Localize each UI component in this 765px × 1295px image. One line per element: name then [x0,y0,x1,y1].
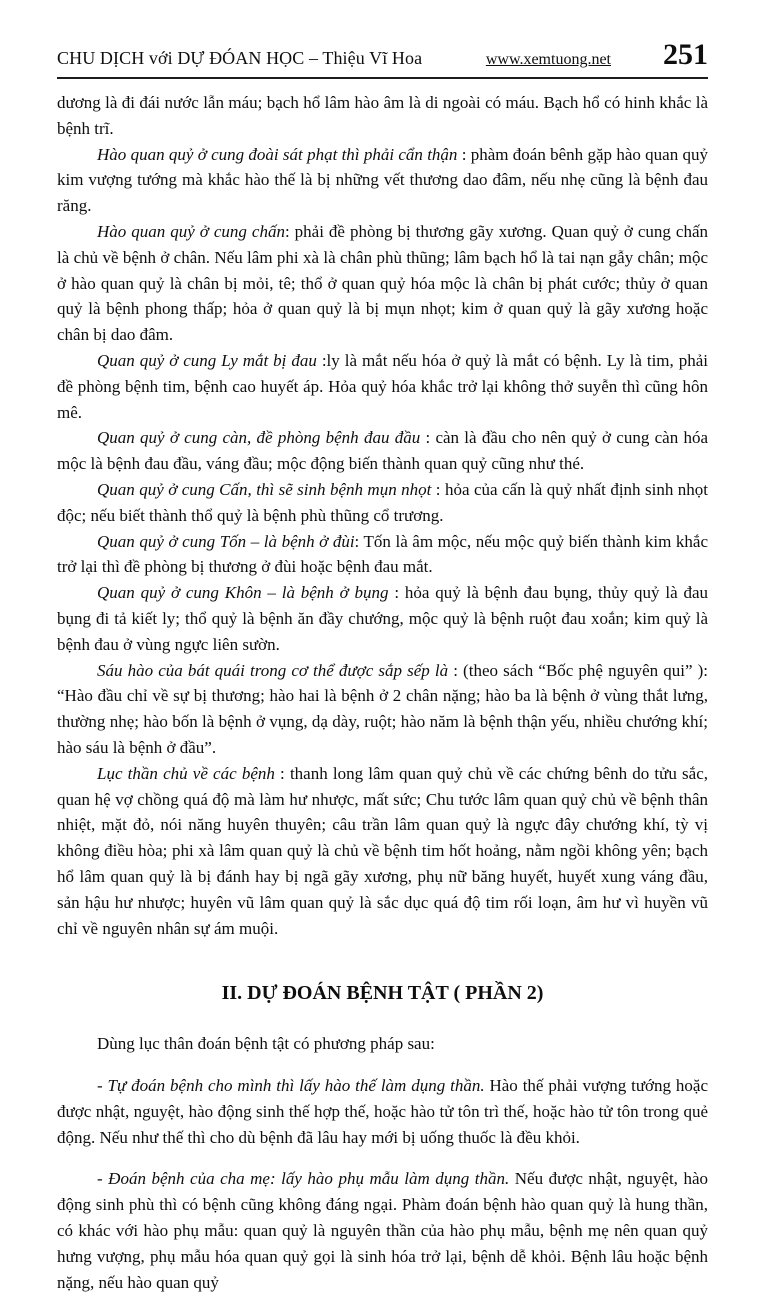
paragraph-text: dương là đi đái nước lẫn máu; bạch hổ lâm hào âm là di ngoài có máu. Bạch hổ có hinh khắc là bệnh trĩ. [57,93,708,138]
paragraph-lead: Quan quỷ ở cung Cấn, thì sẽ sinh bệnh mụn nhọt [97,479,432,499]
paragraph-text: Dùng lục thân đoán bệnh tật có phương pháp sau: [97,1034,435,1054]
paragraph [57,219,708,348]
paragraph-text: : càn là đầu cho nên quỷ ở cung càn hóa mộc là bệnh đau đầu, váng đầu; mộc động biến thành quan quỷ cũng như thé. [57,428,708,474]
website-link[interactable]: www.xemtuong.net [485,51,611,68]
page-header [57,40,708,70]
paragraph-lead: Quan quỷ ở cung Khôn – là bệnh ở bụng [97,583,389,603]
header-divider [57,77,708,79]
section-heading: II. DỰ ĐOÁN BỆNH TẬT ( PHẦN 2) [221,982,544,1005]
page-body [57,90,708,1295]
paragraph-lead: Quan quỷ ở cung càn, đề phòng bệnh đau đầu [97,428,421,448]
paragraph [57,529,708,581]
paragraph [57,477,708,529]
paragraph-lead: Quan quỷ ở cung Ly mắt bị đau [97,350,317,370]
paragraph [57,1166,708,1295]
paragraph-text: : Tốn là âm mộc, nếu mộc quỷ biến thành kim khắc trở lại thì đề phòng bị thương ở đùi hoặc bệnh đau mắt. [57,531,708,577]
paragraph-lead: Hào quan quỷ ở cung chấn [97,221,285,241]
paragraph-text: :ly là mắt nếu hóa ở quỷ là mắt có bệnh. Ly là tim, phải đề phòng bệnh tim, bệnh cao huyết áp. Hỏa quỷ hóa khắc trở lại không thở suyễn thì cũng hôn mê. [57,350,708,422]
paragraph-text: : (theo sách “Bốc phệ nguyên qui” ): “Hào đầu chỉ về sự bị thương; hào hai là bệnh ở 2 chân nặng; hào ba là bệnh ở vùng thắt lưng, thường nhẹ; hào bốn là bệnh ở vụng, dạ dày, ruột; hào năm là bệnh thận yếu, nhiều chướng khí; hào sáu là bệnh ở đầu”. [57,660,708,757]
paragraph [57,425,708,477]
paragraph-lead: Lục thần chủ về các bệnh [97,763,275,783]
paragraph-text: : hỏa quỷ là bệnh đau bụng, thủy quỷ là đau bụng đi tả kiết ly; thổ quỷ là bệnh ăn đầy chướng, mộc quỷ là bệnh ruột đau xoắn; kim quỷ là bệnh đau ở vùng ngực liên sườn. [57,583,708,654]
paragraph-lead: Sáu hào của bát quái trong cơ thể được sắp sếp là [97,660,449,680]
book-title: CHU DỊCH với DỰ ĐÓAN HỌC – Thiệu Vĩ Hoa [57,48,423,68]
paragraph-lead: - Tự đoán bệnh cho mình thì lấy hào thế làm dụng thần. [97,1076,485,1096]
paragraph [57,1031,708,1057]
paragraph-lead: Hào quan quỷ ở cung đoài sát phạt thì phải cẩn thận [97,144,458,164]
paragraph [57,348,708,425]
paragraph-text: Hào thế phải vượng tướng hoặc được nhật, nguyệt, hào động sinh thế hợp thế, hoặc hào tử tôn trì thế, hoặc hào tử tôn trong quẻ động. Nếu như thế thì cho dù bệnh đã lâu hay mới bị uống thuốc là đều khỏi. [57,1076,708,1147]
paragraph-text: : hỏa của cấn là quỷ nhất định sinh nhọt độc; nếu biết thành thổ quỷ là bệnh phù thũng cổ trương. [57,479,708,525]
paragraph-text: : thanh long lâm quan quỷ chủ về các chứng bênh do tửu sắc, quan hệ vợ chồng quá độ mà làm hư nhược, mất sức; Chu tước lâm quan quỷ chủ về bệnh thân nhiệt, mặt đỏ, nói năng huyên thuyên; câu trần lâm quan quỷ là ngực đây chướng khí, tỳ vị không điều hòa; phi xà lâm quan quỷ là chủ về bệnh tim hốt hoảng, nằm ngồi không yên; bạch hổ lâm quan quỷ là bị đánh hay bị ngã gãy xương, phụ nữ băng huyết, huyết xung váng đầu, sản hậu hư nhược; huyên vũ lâm quan quỷ là sắc dục quá độ tim rối loạn, âm hư vì huyền vũ chỉ về nguyên nhân sự ám muội. [57,763,708,938]
paragraph [57,761,708,942]
paragraph-text: : phải đề phòng bị thương gãy xương. Quan quỷ ở cung chấn là chủ về bệnh ở chân. Nếu lâm phi xà là chân phù thũng; lâm bạch hổ là tai nạn gẫy chân; mộc ở hào quan quỷ là chân bị mỏi, tê; thổ ở quan quỷ hóa mộc là chân bị phát cước; thủy ở quan quỷ là bệnh phong thấp; hỏa ở quan quỷ là bị mụn nhọt; kim ở quan quỷ là gãy xương hoặc chân bị dao đâm. [57,221,708,345]
paragraph-lead: Quan quỷ ở cung Tốn – là bệnh ở đùi [97,531,355,551]
paragraph [57,658,708,761]
page-number: 251 [663,38,708,71]
paragraph [57,90,708,142]
paragraph-text: Nếu được nhật, nguyệt, hào động sinh phù thì có bệnh cũng không đáng ngại. Phàm đoán bệnh hào quan quỷ là hung thần, có khác với hào phụ mẫu: quan quỷ là nguyên thần của hào phụ mẫu, bệnh mẹ nên quan quỷ hưng vượng, phụ mẫu hóa quan quỷ gọi là sinh hóa trở lại, bệnh dễ khỏi. Bệnh lâu hoặc bệnh nặng, nếu hào quan quỷ [57,1169,708,1292]
paragraph [57,1073,708,1150]
paragraph-lead: - Đoán bệnh của cha mẹ: lấy hào phụ mẫu làm dụng thần. [97,1169,510,1189]
paragraph [57,580,708,657]
paragraph-text: : phàm đoán bênh gặp hào quan quỷ kim vượng tướng mà khắc hào thế là bị những vết thương dao đâm, nếu nhẹ cũng là bệnh đau răng. [57,144,709,216]
paragraph [57,142,708,219]
